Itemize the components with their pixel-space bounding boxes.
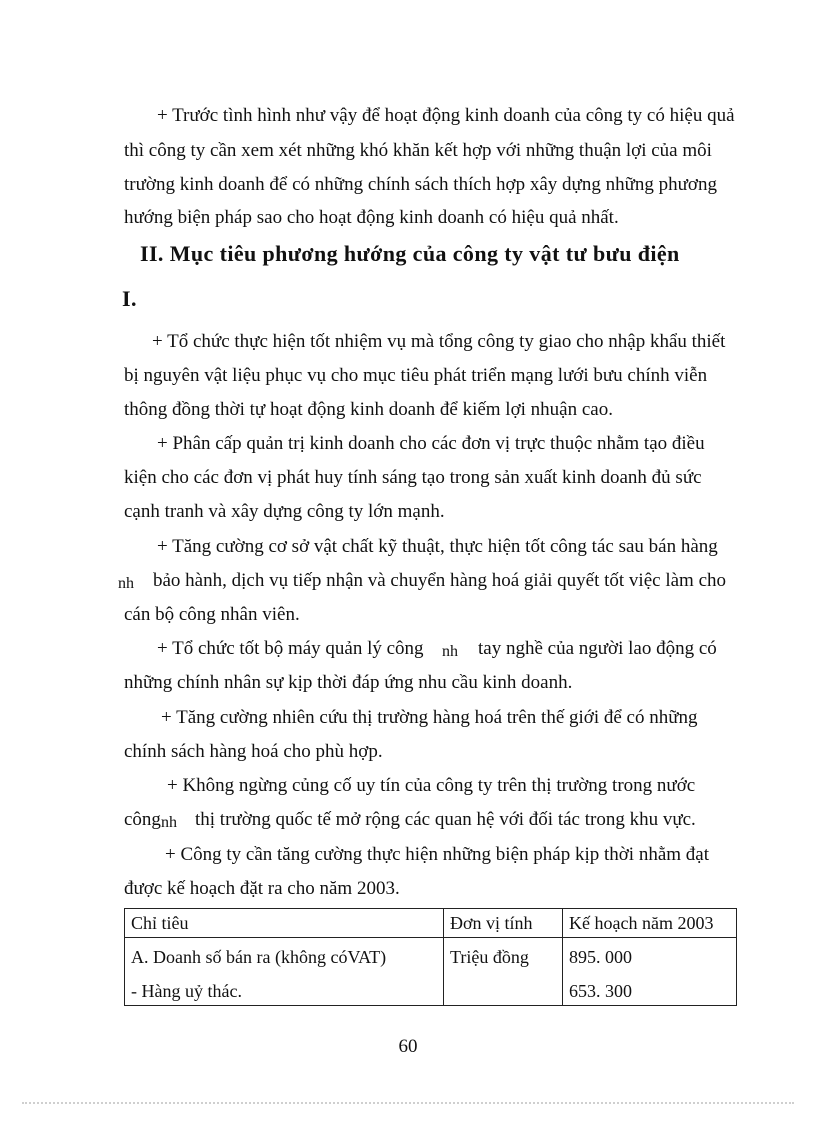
plan-table xyxy=(124,908,737,1006)
text-line: bị nguyên vật liệu phục vụ cho mục tiêu phát triển mạng lưới bưu chính viễn xyxy=(124,365,708,386)
text-line: hướng biện pháp sao cho hoạt động kinh doanh có hiệu quả nhất. xyxy=(124,207,619,228)
stray-fragment: nh xyxy=(442,643,458,660)
text-line: + Tăng cường nhiên cứu thị trường hàng hoá trên thế giới để có những xyxy=(161,707,698,728)
table-cell-text: A. Doanh số bán ra (không cóVAT) xyxy=(131,947,387,967)
text-line: trường kinh doanh để có những chính sách thích hợp xây dựng những phương xyxy=(124,174,717,195)
text-line: + Tổ chức thực hiện tốt nhiệm vụ mà tổng công ty giao cho nhập khẩu thiết xyxy=(152,331,726,352)
text-line: + Tăng cường cơ sở vật chất kỹ thuật, thực hiện tốt công tác sau bán hàng xyxy=(157,536,718,557)
table-header-cell: Đơn vị tính xyxy=(444,909,563,938)
text-line: chính sách hàng hoá cho phù hợp. xyxy=(124,741,383,762)
table-cell-text: - Hàng uỷ thác. xyxy=(131,981,242,1001)
text-line: thì công ty cần xem xét những khó khăn kết hợp với những thuận lợi của môi xyxy=(124,140,712,161)
text-line: thị trường quốc tế mở rộng các quan hệ với đối tác trong khu vực. xyxy=(195,809,696,830)
table-cell xyxy=(444,938,563,1006)
section-heading: II. Mục tiêu phương hướng của công ty vật tư bưu điện xyxy=(140,241,680,266)
footer-divider xyxy=(22,1102,794,1104)
text-line: bảo hành, dịch vụ tiếp nhận và chuyển hàng hoá giải quyết tốt việc làm cho xyxy=(153,570,726,591)
table-cell xyxy=(563,938,737,1006)
stray-fragment: nh xyxy=(118,575,134,592)
table-cell xyxy=(125,938,444,1006)
text-line: những chính nhân sự kịp thời đáp ứng nhu cầu kinh doanh. xyxy=(124,672,573,693)
page-number: 60 xyxy=(398,1036,418,1057)
text-line: công xyxy=(124,809,161,830)
text-line: + Tổ chức tốt bộ máy quản lý công xyxy=(157,638,424,659)
section-heading-continuation: I. xyxy=(122,286,137,311)
text-line: cạnh tranh và xây dựng công ty lớn mạnh. xyxy=(124,501,445,522)
text-line: + Không ngừng củng cố uy tín của công ty trên thị trường trong nước xyxy=(167,775,696,796)
text-line: được kế hoạch đặt ra cho năm 2003. xyxy=(124,878,400,899)
table-cell-text: 895. 000 xyxy=(569,947,632,967)
text-line: thông đồng thời tự hoạt động kinh doanh để kiếm lợi nhuận cao. xyxy=(124,399,613,420)
table-header-row xyxy=(125,909,737,938)
text-line: kiện cho các đơn vị phát huy tính sáng tạo trong sản xuất kinh doanh đủ sức xyxy=(124,467,702,488)
text-line: + Công ty cần tăng cường thực hiện những biện pháp kịp thời nhằm đạt xyxy=(165,844,709,865)
table-header-cell: Kế hoạch năm 2003 xyxy=(563,909,737,938)
text-line: + Trước tình hình như vậy để hoạt động kinh doanh của công ty có hiệu quả xyxy=(157,105,735,126)
table-row xyxy=(125,938,737,1006)
table-header-cell: Chỉ tiêu xyxy=(125,909,444,938)
table-cell-text: Triệu đồng xyxy=(450,947,529,967)
text-line: + Phân cấp quản trị kinh doanh cho các đơn vị trực thuộc nhằm tạo điều xyxy=(157,433,705,454)
text-line: cán bộ công nhân viên. xyxy=(124,604,300,625)
text-line: tay nghề của người lao động có xyxy=(478,638,717,659)
stray-fragment: nh xyxy=(161,814,177,831)
table-cell-text: 653. 300 xyxy=(569,981,632,1001)
